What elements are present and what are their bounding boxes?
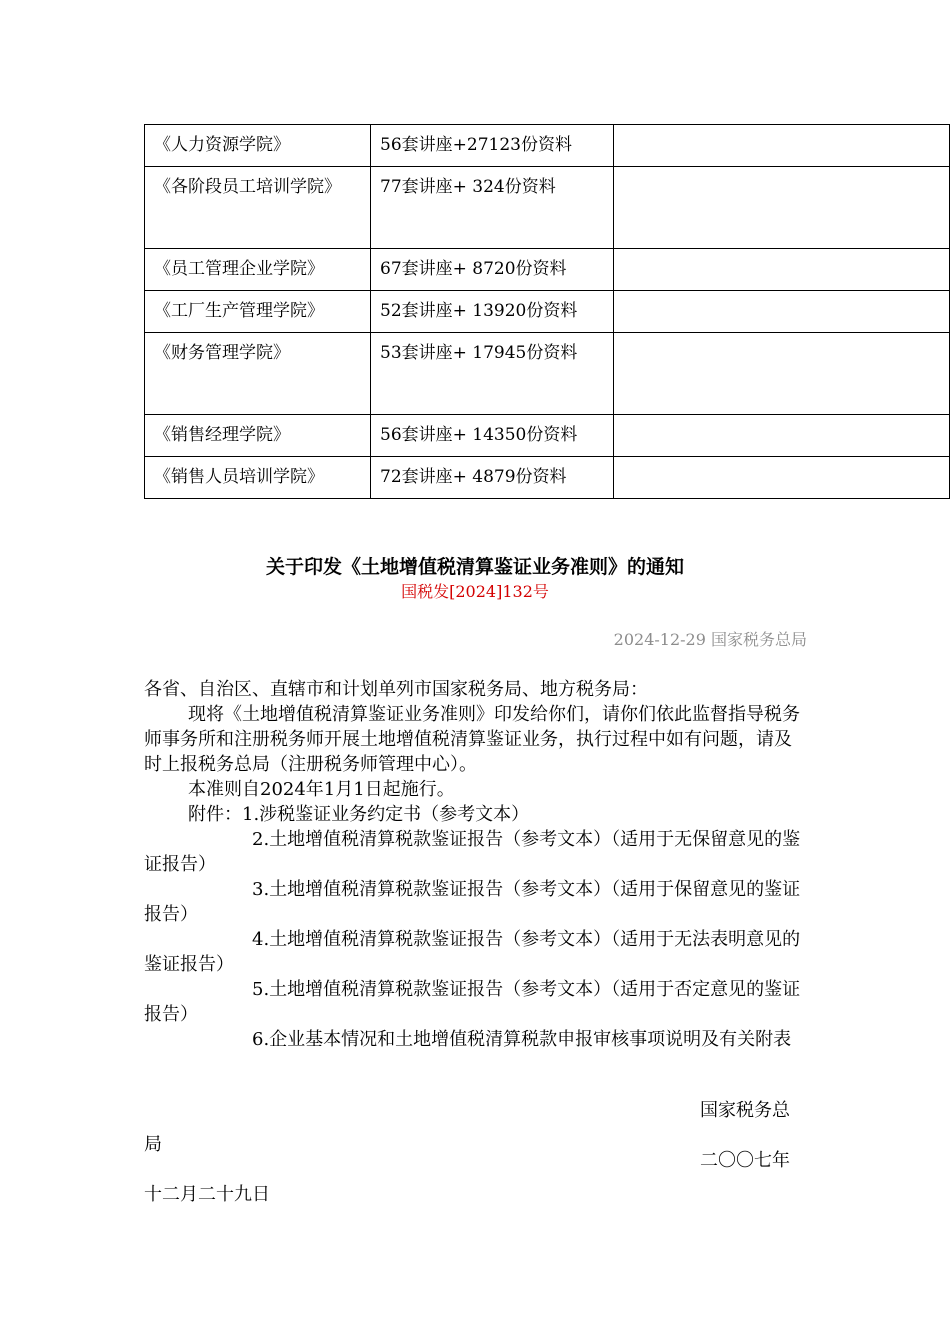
course-note <box>614 125 950 167</box>
signature-line: 国家税务总 <box>700 1100 790 1121</box>
course-content: 77套讲座+ 324份资料 <box>371 167 614 249</box>
course-note <box>614 415 950 457</box>
attachment-item: 2.土地增值税清算税款鉴证报告（参考文本）（适用于无保留意见的鉴证报告） <box>144 829 801 875</box>
table-row <box>145 333 950 415</box>
attachment-item: 6.企业基本情况和土地增值税清算税款申报审核事项说明及有关附表 <box>252 1029 792 1050</box>
attachment-item: 4.土地增值税清算税款鉴证报告（参考文本）（适用于无法表明意见的鉴证报告） <box>144 929 801 975</box>
course-note <box>614 333 950 415</box>
course-name: 《销售人员培训学院》 <box>145 457 371 499</box>
notice-body <box>144 677 804 1052</box>
course-content: 53套讲座+ 17945份资料 <box>371 333 614 415</box>
publish-meta: 2024-12-29 国家税务总局 <box>613 630 807 649</box>
attachment-item: 5.土地增值税清算税款鉴证报告（参考文本）（适用于否定意见的鉴证报告） <box>144 979 801 1025</box>
course-name: 《人力资源学院》 <box>145 125 371 167</box>
course-note <box>614 457 950 499</box>
catalog-table <box>144 124 950 499</box>
salutation: 各省、自治区、直辖市和计划单列市国家税务局、地方税务局： <box>144 679 648 700</box>
course-name: 《员工管理企业学院》 <box>145 249 371 291</box>
course-name: 《财务管理学院》 <box>145 333 371 415</box>
course-note <box>614 249 950 291</box>
attachment-item: 3.土地增值税清算税款鉴证报告（参考文本）（适用于保留意见的鉴证报告） <box>144 879 801 925</box>
date-line: 十二月二十九日 <box>144 1184 270 1205</box>
body-paragraph: 现将《土地增值税清算鉴证业务准则》印发给你们，请你们依此监督指导税务师事务所和注册税务师开展土地增值税清算鉴证业务，执行过程中如有问题，请及时上报税务总局（注册税务师管理中心）。 <box>144 704 800 775</box>
effective-date-paragraph: 本准则自2024年1月1日起施行。 <box>188 779 455 800</box>
date-line: 二〇〇七年 <box>700 1150 790 1171</box>
table-row <box>145 249 950 291</box>
signature-line: 局 <box>144 1134 162 1155</box>
table-row <box>145 291 950 333</box>
course-content: 67套讲座+ 8720份资料 <box>371 249 614 291</box>
table-row <box>145 457 950 499</box>
attachment-item: 附件：1.涉税鉴证业务约定书（参考文本） <box>188 804 530 825</box>
course-name: 《各阶段员工培训学院》 <box>145 167 371 249</box>
course-content: 56套讲座+ 14350份资料 <box>371 415 614 457</box>
date-block <box>144 1148 794 1207</box>
document-number: 国税发[2024]132号 <box>401 582 549 601</box>
course-content: 52套讲座+ 13920份资料 <box>371 291 614 333</box>
notice-title: 关于印发《土地增值税清算鉴证业务准则》的通知 <box>265 556 684 578</box>
course-note <box>614 167 950 249</box>
table-row <box>145 125 950 167</box>
course-content: 56套讲座+27123份资料 <box>371 125 614 167</box>
course-content: 72套讲座+ 4879份资料 <box>371 457 614 499</box>
table-row <box>145 415 950 457</box>
course-name: 《工厂生产管理学院》 <box>145 291 371 333</box>
course-name: 《销售经理学院》 <box>145 415 371 457</box>
course-note <box>614 291 950 333</box>
table-row <box>145 167 950 249</box>
